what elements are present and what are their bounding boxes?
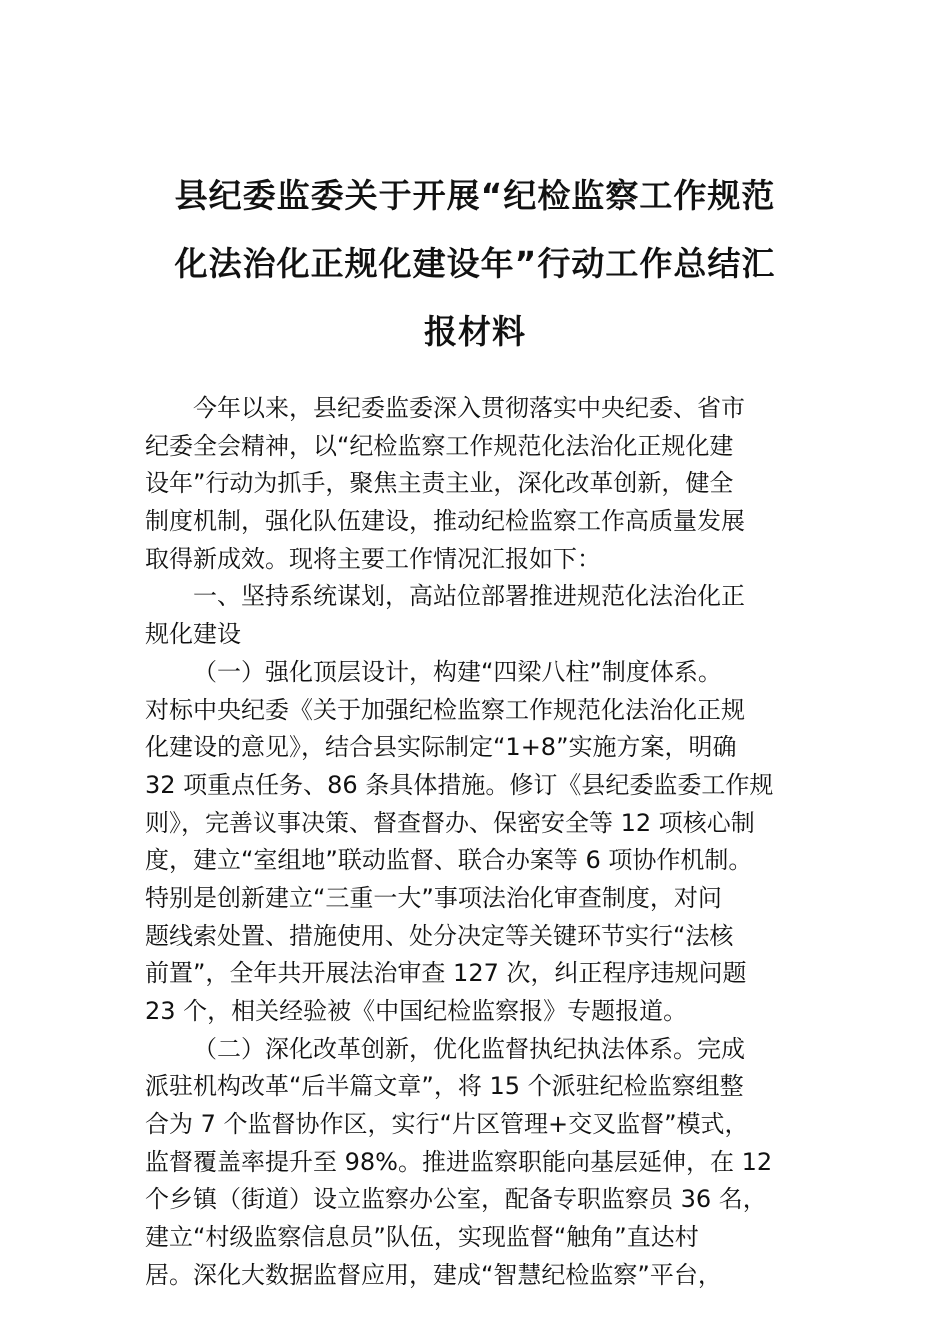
title-line-1: 县纪委监委关于开展“纪检监察工作规范 [174,176,776,215]
body-line: 制度机制，强化队伍建设，推动纪检监察工作高质量发展 [145,507,745,536]
body-line: 23 个，相关经验被《中国纪检监察报》专题报道。 [145,997,688,1025]
body-line: 个乡镇（街道）设立监察办公室，配备专职监察员 36 名， [145,1185,767,1214]
subsection-line: （一）强化顶层设计，构建“四梁八柱”制度体系。 [193,657,722,686]
body-line: 前置”，全年共开展法治审查 127 次，纠正程序违规问题 [145,959,747,988]
body-line: 今年以来，县纪委监委深入贯彻落实中央纪委、省市 [193,394,745,422]
body-line: 纪委全会精神，以“纪检监察工作规范化法治化正规化建 [145,431,734,460]
section-heading-line: 一、坚持系统谋划，高站位部署推进规范化法治化正 [193,582,745,611]
body-line: 则》，完善议事决策、督查督办、保密安全等 12 项核心制 [145,808,755,837]
document-title [140,162,810,366]
title-line-3: 报材料 [424,312,526,351]
body-line: 度，建立“室组地”联动监督、联合办案等 6 项协作机制。 [145,846,753,875]
body-line: 取得新成效。现将主要工作情况汇报如下： [145,544,601,573]
document-body [145,390,815,1295]
body-line: 特别是创新建立“三重一大”事项法治化审查制度，对问 [145,883,722,912]
subsection-line: （二）深化改革创新，优化监督执纪执法体系。完成 [193,1034,745,1063]
body-line: 对标中央纪委《关于加强纪检监察工作规范化法治化正规 [145,695,745,724]
body-line: 化建设的意见》，结合县实际制定“1+8”实施方案，明确 [145,733,737,762]
body-line: 派驻机构改革“后半篇文章”，将 15 个派驻纪检监察组整 [145,1072,744,1101]
body-line: 建立“村级监察信息员”队伍，实现监督“触角”直达村 [145,1223,699,1252]
body-line: 设年”行动为抓手，聚焦主责主业，深化改革创新，健全 [145,469,734,498]
section-heading-line: 规化建设 [145,620,241,649]
body-line: 合为 7 个监督协作区，实行“片区管理+交叉监督”模式， [145,1110,749,1139]
title-line-2: 化法治化正规化建设年”行动工作总结汇 [174,244,776,283]
body-line: 32 项重点任务、86 条具体措施。修订《县纪委监委工作规 [145,770,774,799]
body-line: 题线索处置、措施使用、处分决定等关键环节实行“法核 [145,921,734,950]
body-line: 居。深化大数据监督应用，建成“智慧纪检监察”平台， [145,1260,722,1289]
body-line: 监督覆盖率提升至 98%。推进监察职能向基层延伸，在 12 [145,1147,773,1176]
